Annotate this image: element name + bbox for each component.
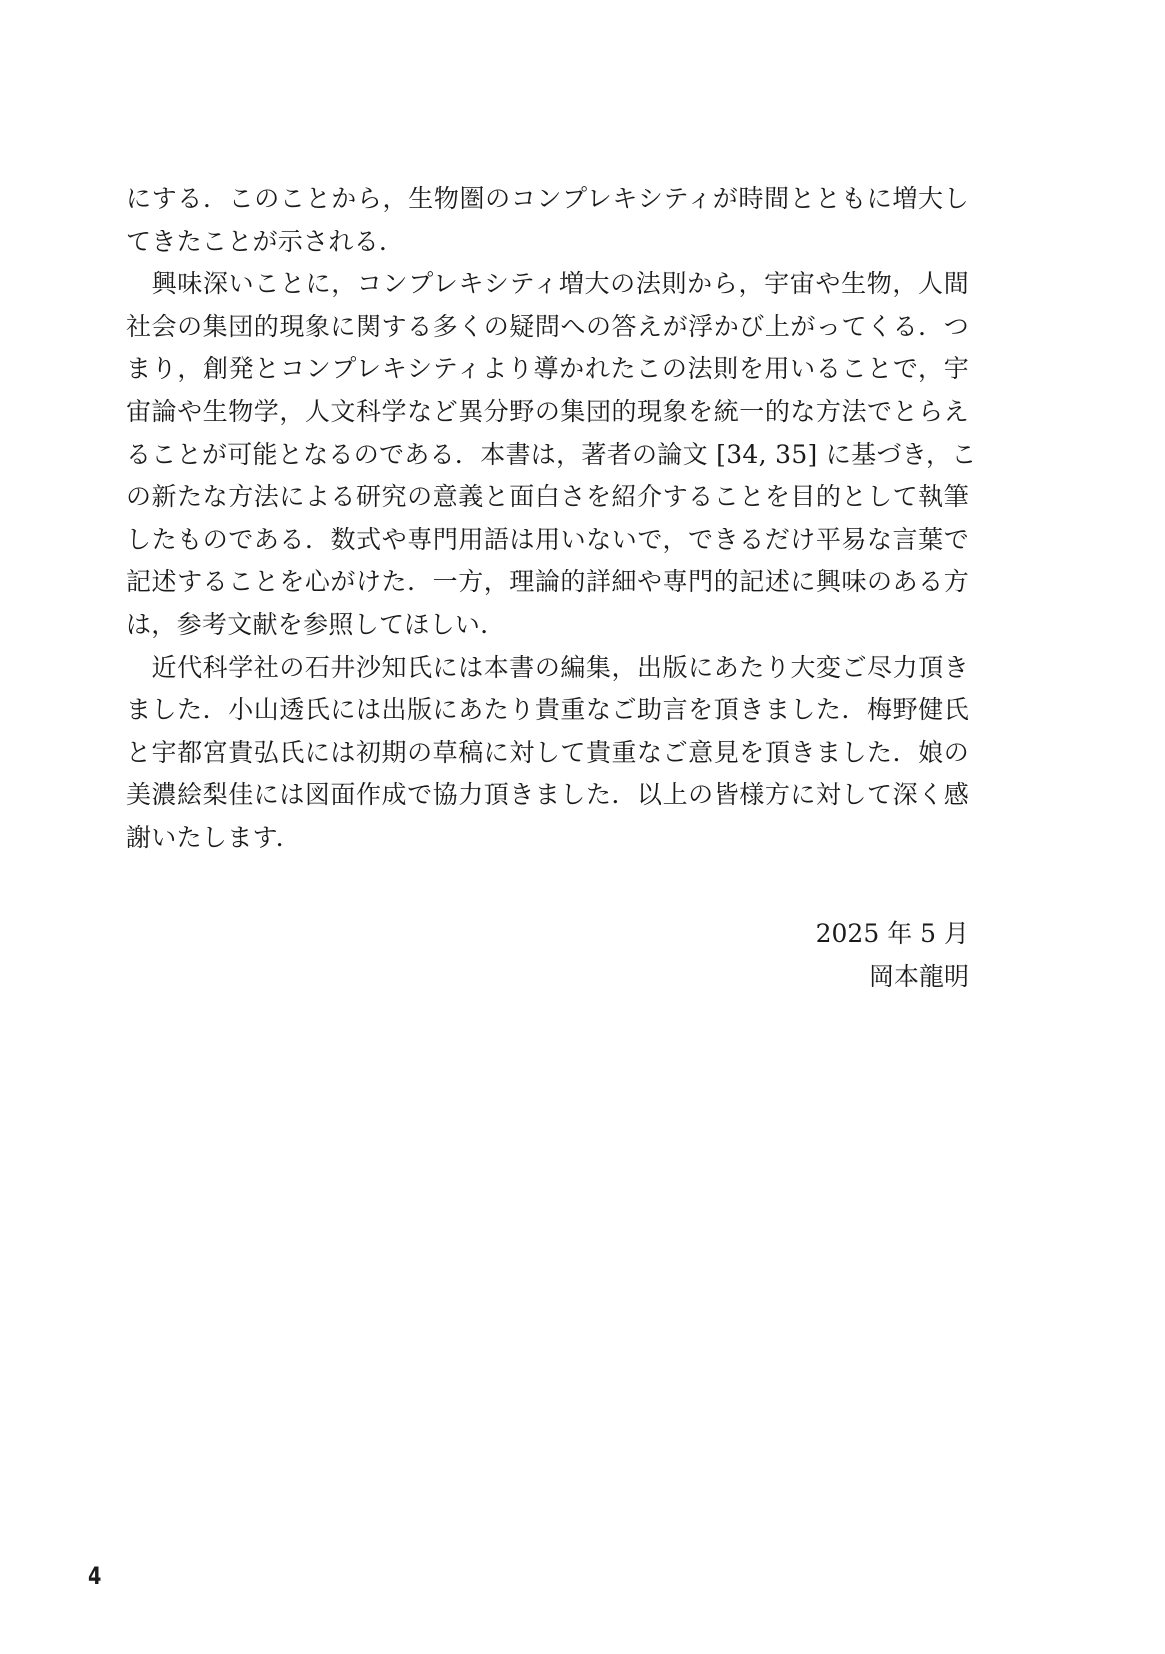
signature-block bbox=[816, 913, 969, 998]
text-line: ました．小山透氏には出版にあたり貴重なご助言を頂きました．梅野健氏 bbox=[126, 695, 969, 725]
text-line: 宙論や生物学，人文科学など異分野の集団的現象を統一的な方法でとらえ bbox=[126, 396, 969, 426]
text-line: まり，創発とコンプレキシティより導かれたこの法則を用いることで，宇 bbox=[126, 354, 969, 384]
page-number: 4 bbox=[88, 1562, 102, 1590]
text-line: 謝いたします． bbox=[126, 822, 302, 852]
text-line: は，参考文献を参照してほしい． bbox=[126, 609, 506, 639]
text-line: てきたことが示される． bbox=[126, 226, 405, 256]
signature-author: 岡本龍明 bbox=[868, 961, 969, 991]
text-line: ることが可能となるのである．本書は，著者の論文 [34, 35] に基づき，こ bbox=[126, 439, 977, 469]
text-line: 記述することを心がけた．一方，理論的詳細や専門的記述に興味のある方 bbox=[126, 567, 969, 597]
text-line: 社会の集団的現象に関する多くの疑問への答えが浮かび上がってくる．つ bbox=[126, 311, 969, 341]
text-line: にする．このことから，生物圏のコンプレキシティが時間とともに増大し bbox=[126, 184, 969, 213]
preface-body bbox=[126, 178, 977, 860]
text-line: 近代科学社の石井沙知氏には本書の編集，出版にあたり大変ご尽力頂き bbox=[126, 652, 969, 682]
text-line: 興味深いことに，コンプレキシティ増大の法則から，宇宙や生物，人間 bbox=[126, 269, 969, 299]
signature-date: 2025 年 5 月 bbox=[815, 919, 969, 948]
text-line: したものである．数式や専門用語は用いないで，できるだけ平易な言葉で bbox=[126, 524, 969, 554]
text-line: 美濃絵梨佳には図面作成で協力頂きました．以上の皆様方に対して深く感 bbox=[126, 780, 969, 810]
text-line: の新たな方法による研究の意義と面白さを紹介することを目的として執筆 bbox=[126, 482, 969, 512]
text-line: と宇都宮貴弘氏には初期の草稿に対して貴重なご意見を頂きました．娘の bbox=[126, 737, 969, 767]
